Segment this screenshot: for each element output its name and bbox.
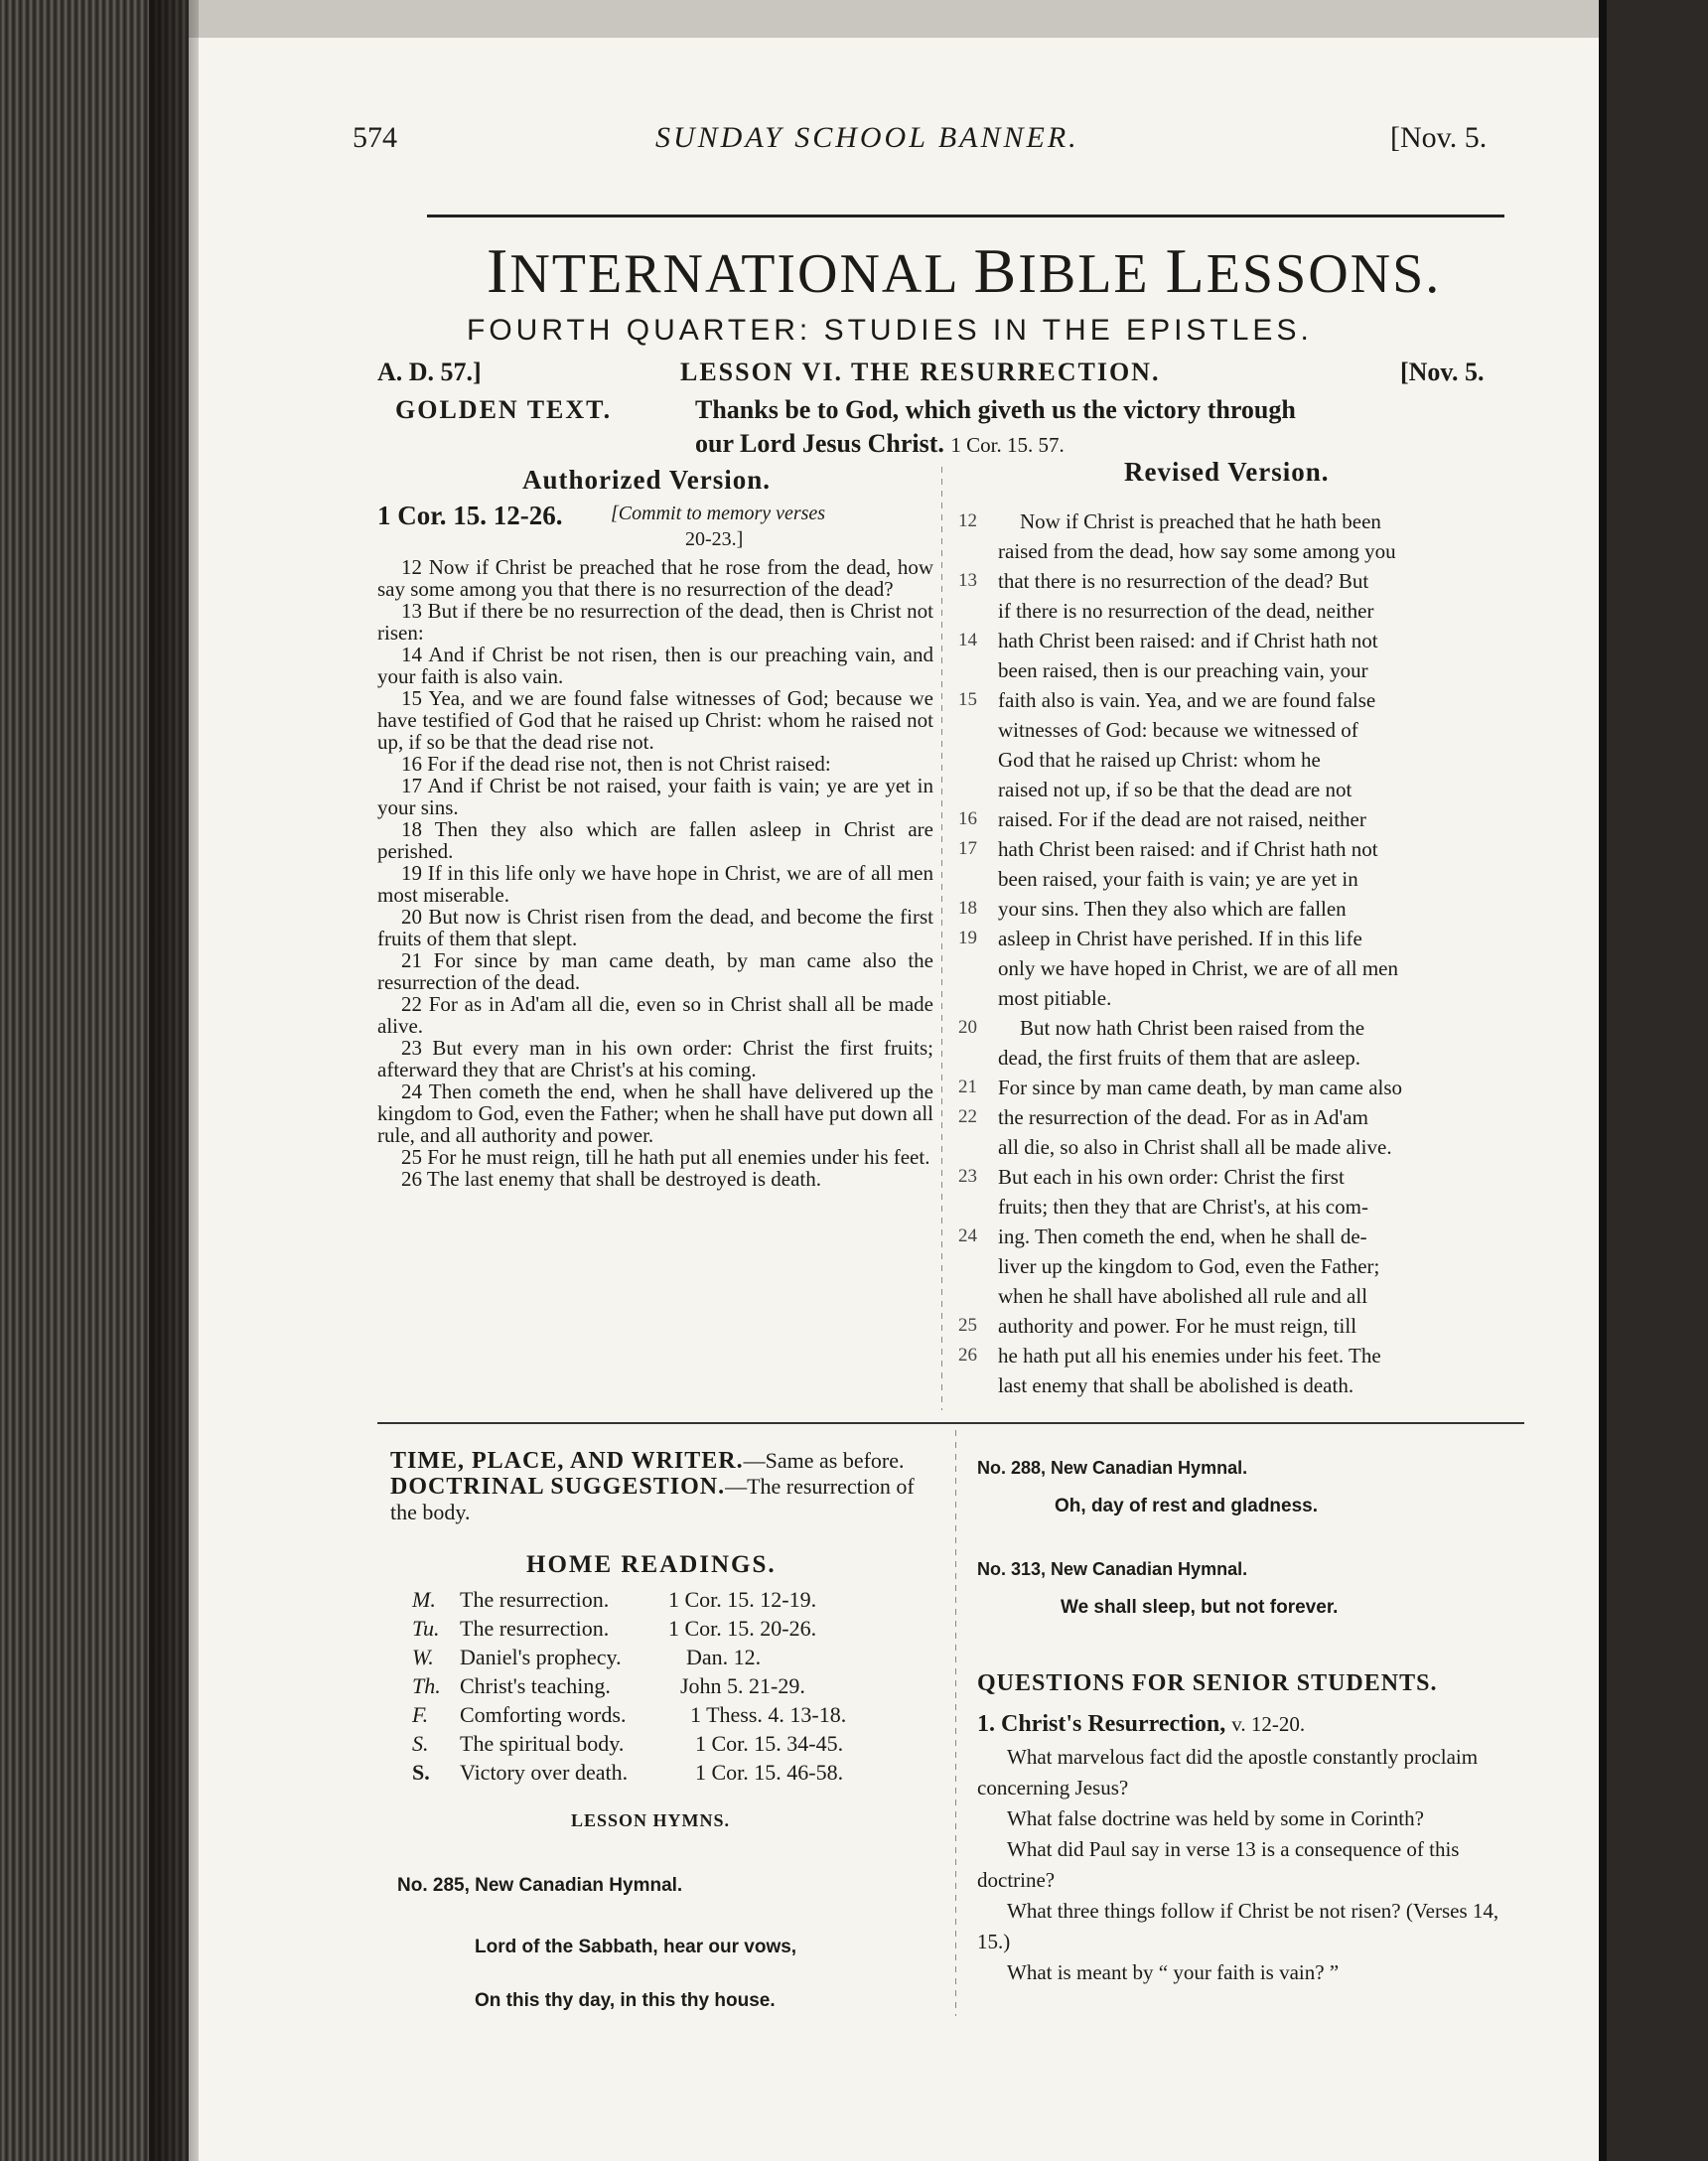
memory-note-text: [Commit to memory verses xyxy=(611,503,826,524)
rv-line xyxy=(958,775,1494,804)
rv-line-text: when he shall have abolished all rule and all xyxy=(998,1284,1368,1308)
reading-topic: Victory over death. xyxy=(460,1760,629,1785)
hymn-313: No. 313, New Canadian Hymnal. xyxy=(977,1559,1248,1579)
verse-number: 20 xyxy=(958,1017,977,1038)
header-rule xyxy=(427,215,1504,217)
rv-line-text: asleep in Christ have perished. If in this life xyxy=(998,927,1362,950)
hymn-313-line: We shall sleep, but not forever. xyxy=(1061,1597,1339,1618)
home-readings-heading: HOME READINGS. xyxy=(526,1551,777,1578)
golden-text-line2: our Lord Jesus Christ. xyxy=(695,429,944,458)
rv-line-text: your sins. Then they also which are fallen xyxy=(998,897,1347,921)
rv-line-text: been raised, then is our preaching vain, your xyxy=(998,658,1368,682)
golden-text-label: GOLDEN TEXT. xyxy=(395,395,613,424)
rv-line-text: dead, the first fruits of them that are asleep. xyxy=(998,1046,1361,1070)
rv-line xyxy=(958,864,1494,894)
rv-line-text: been raised, your faith is vain; ye are yet in xyxy=(998,867,1358,891)
rv-line xyxy=(958,1102,1494,1132)
doctrinal-text: —The resurrection of the body. xyxy=(390,1474,915,1524)
rv-line xyxy=(958,983,1494,1013)
rv-line-text: liver up the kingdom to God, even the Father; xyxy=(998,1254,1380,1278)
reading-ref: 1 Cor. 15. 20-26. xyxy=(668,1616,817,1641)
rv-line xyxy=(958,566,1494,596)
verse-number: 13 xyxy=(958,570,977,591)
rv-line-text: raised. For if the dead are not raised, neither xyxy=(998,807,1366,831)
title-initial: L xyxy=(1165,235,1207,306)
rv-line xyxy=(958,745,1494,775)
question-list xyxy=(977,1742,1533,1988)
rv-line-text: Now if Christ is preached that he hath been xyxy=(1020,509,1381,533)
time-place-writer xyxy=(390,1448,936,1525)
question-section-ref: v. 12-20. xyxy=(1231,1712,1306,1736)
verse: 18 Then they also which are fallen asleep in Christ are perished. xyxy=(377,817,933,863)
verse-number: 17 xyxy=(958,838,977,859)
rv-line-text: he hath put all his enemies under his feet. The xyxy=(998,1344,1381,1368)
rv-line xyxy=(958,924,1494,953)
memory-note-verses: 20-23.] xyxy=(685,528,744,550)
reading-ref: 1 Cor. 15. 46-58. xyxy=(695,1760,844,1785)
rv-line xyxy=(958,596,1494,626)
verse-number: 26 xyxy=(958,1345,977,1366)
verse: 16 For if the dead rise not, then is not Christ raised: xyxy=(401,752,831,776)
reading-topic: Christ's teaching. xyxy=(460,1673,611,1698)
reading-day: F. xyxy=(412,1702,429,1727)
title-part: NTERNATIONAL xyxy=(509,243,974,305)
verse-number: 18 xyxy=(958,898,977,919)
verse-number: 23 xyxy=(958,1166,977,1187)
authorized-verses xyxy=(377,556,933,1190)
time-place-label: TIME, PLACE, AND WRITER. xyxy=(390,1448,744,1474)
main-title xyxy=(487,234,1441,308)
verse-number: 15 xyxy=(958,689,977,710)
rv-line xyxy=(958,894,1494,924)
verse: 26 The last enemy that shall be destroyed is death. xyxy=(401,1167,822,1191)
hymn-285: No. 285, New Canadian Hymnal. xyxy=(397,1875,683,1896)
reading-day: S. xyxy=(412,1731,429,1756)
rv-line-text: hath Christ been raised: and if Christ hath not xyxy=(998,837,1378,861)
rv-line-text: most pitiable. xyxy=(998,986,1112,1010)
verse: 17 And if Christ be not raised, your faith is vain; ye are yet in your sins. xyxy=(377,774,933,819)
rv-line-text: But now hath Christ been raised from the xyxy=(1020,1016,1365,1040)
verse: 13 But if there be no resurrection of the dead, then is Christ not risen: xyxy=(377,599,933,645)
verse: 21 For since by man came death, by man came also the resurrection of the dead. xyxy=(377,948,933,994)
subtitle: FOURTH QUARTER: STUDIES IN THE EPISTLES. xyxy=(467,314,1313,347)
time-place-text: —Same as before. xyxy=(743,1448,905,1473)
question: What false doctrine was held by some in Corinth? xyxy=(1007,1806,1424,1830)
rv-line-text: faith also is vain. Yea, and we are found false xyxy=(998,688,1376,712)
rv-line xyxy=(958,655,1494,685)
rv-line-text: ing. Then cometh the end, when he shall de- xyxy=(998,1225,1367,1248)
lesson-year: A. D. 57.] xyxy=(377,358,482,386)
reading-topic: Comforting words. xyxy=(460,1702,627,1727)
verse: 22 For as in Ad'am all die, even so in Christ shall all be made alive. xyxy=(377,992,933,1038)
running-title: SUNDAY SCHOOL BANNER. xyxy=(655,121,1079,154)
questions-heading: QUESTIONS FOR SENIOR STUDENTS. xyxy=(977,1670,1438,1696)
golden-text-line xyxy=(695,429,1065,459)
rv-line-text: all die, so also in Christ shall all be made alive. xyxy=(998,1135,1392,1159)
revised-verses xyxy=(958,506,1494,1400)
question: What marvelous fact did the apostle constantly proclaim concerning Jesus? xyxy=(977,1745,1479,1800)
golden-text-line: Thanks be to God, which giveth us the victory through xyxy=(695,395,1296,424)
rv-line-text: For since by man came death, by man came also xyxy=(998,1076,1403,1099)
rv-line-text: hath Christ been raised: and if Christ hath not xyxy=(998,629,1378,652)
question: What is meant by “ your faith is vain? ” xyxy=(1007,1960,1340,1984)
rv-line xyxy=(958,506,1494,536)
reading-ref: Dan. 12. xyxy=(686,1645,762,1669)
question-section xyxy=(977,1711,1305,1738)
reading-topic: The resurrection. xyxy=(460,1587,610,1612)
rv-line-text: that there is no resurrection of the dead? But xyxy=(998,569,1369,593)
rv-line xyxy=(958,1251,1494,1281)
verse: 15 Yea, and we are found false witnesses of God; because we have testified of God that he raised up Christ: whom he raised not up, if so be that the dead rise not. xyxy=(377,686,933,754)
question: What did Paul say in verse 13 is a consequence of this doctrine? xyxy=(977,1837,1460,1892)
verse-number: 19 xyxy=(958,928,977,948)
verse: 20 But now is Christ risen from the dead, and become the first fruits of them that slept. xyxy=(377,905,933,950)
reading-ref: 1 Cor. 15. 12-19. xyxy=(668,1587,817,1612)
doctrinal-label: DOCTRINAL SUGGESTION. xyxy=(390,1474,726,1500)
rv-line-text: the resurrection of the dead. For as in Ad'am xyxy=(998,1105,1368,1129)
reading-day: M. xyxy=(412,1587,436,1612)
verse-number: 16 xyxy=(958,808,977,829)
hymn-288-line: Oh, day of rest and gladness. xyxy=(1055,1496,1319,1516)
reading-ref: 1 Thess. 4. 13-18. xyxy=(690,1702,847,1727)
rv-line xyxy=(958,1013,1494,1043)
rv-line xyxy=(958,715,1494,745)
rv-line-text: raised not up, if so be that the dead are not xyxy=(998,778,1352,801)
verse: 24 Then cometh the end, when he shall have delivered up the kingdom to God, even the Father; when he shall have put down all rule, and all authority and power. xyxy=(377,1080,933,1147)
hymn-285-line: On this thy day, in this thy house. xyxy=(475,1990,776,2011)
verse-number: 21 xyxy=(958,1077,977,1097)
running-date: [Nov. 5. xyxy=(1390,121,1488,154)
page-number: 574 xyxy=(353,121,397,154)
title-part: ESSONS. xyxy=(1206,243,1442,305)
rv-line xyxy=(958,536,1494,566)
rv-line xyxy=(958,1073,1494,1102)
verse: 19 If in this life only we have hope in Christ, we are of all men most miserable. xyxy=(377,861,933,907)
rv-line-text: But each in his own order: Christ the first xyxy=(998,1165,1345,1189)
lesson-date: [Nov. 5. xyxy=(1400,358,1485,386)
verse-number: 25 xyxy=(958,1315,977,1336)
reading-ref: John 5. 21-29. xyxy=(680,1673,805,1698)
hymn-288: No. 288, New Canadian Hymnal. xyxy=(977,1458,1248,1478)
reading-day: Th. xyxy=(412,1673,441,1698)
rv-line xyxy=(958,1370,1494,1400)
facing-page-edge xyxy=(1599,0,1708,2161)
rv-line xyxy=(958,1341,1494,1370)
rv-line xyxy=(958,1192,1494,1222)
column-divider xyxy=(941,467,942,1410)
lesson-title: LESSON VI. THE RESURRECTION. xyxy=(680,358,1161,386)
rv-line-text: fruits; then they that are Christ's, at his com- xyxy=(998,1195,1368,1219)
rv-line xyxy=(958,1311,1494,1341)
rv-line xyxy=(958,685,1494,715)
reading-topic: The resurrection. xyxy=(460,1616,610,1641)
hymn-285-line: Lord of the Sabbath, hear our vows, xyxy=(475,1937,797,1957)
reading-day: W. xyxy=(412,1645,434,1669)
scripture-reference: 1 Cor. 15. 12-26. xyxy=(377,501,563,530)
rv-line xyxy=(958,1043,1494,1073)
title-initial: B xyxy=(973,235,1019,306)
binding-shadow xyxy=(149,0,199,2161)
question: What three things follow if Christ be not risen? (Verses 14, 15.) xyxy=(977,1899,1499,1953)
rv-line-text: only we have hoped in Christ, we are of all men xyxy=(998,956,1398,980)
verse-number: 14 xyxy=(958,630,977,650)
rv-line xyxy=(958,626,1494,655)
title-part: IBLE xyxy=(1018,243,1166,305)
verse-number: 22 xyxy=(958,1106,977,1127)
reading-topic: Daniel's prophecy. xyxy=(460,1645,622,1669)
title-initial: I xyxy=(487,235,510,306)
reading-topic: The spiritual body. xyxy=(460,1731,625,1756)
rv-line xyxy=(958,834,1494,864)
reading-ref: 1 Cor. 15. 34-45. xyxy=(695,1731,844,1756)
memory-verses-note xyxy=(611,501,933,552)
verse: 14 And if Christ be not risen, then is our preaching vain, and your faith is also vain. xyxy=(377,643,933,688)
section-rule xyxy=(377,1422,1524,1424)
verse-number: 24 xyxy=(958,1225,977,1246)
rv-line-text: authority and power. For he must reign, till xyxy=(998,1314,1357,1338)
verse: 23 But every man in his own order: Christ the first fruits; afterward they that are Christ's at his coming. xyxy=(377,1036,933,1081)
revised-version-heading: Revised Version. xyxy=(1124,457,1330,487)
rv-line xyxy=(958,953,1494,983)
rv-line-text: if there is no resurrection of the dead, neither xyxy=(998,599,1374,623)
rv-line xyxy=(958,1222,1494,1251)
verse-number: 12 xyxy=(958,510,977,531)
rv-line-text: raised from the dead, how say some among you xyxy=(998,539,1396,563)
rv-line xyxy=(958,1162,1494,1192)
rv-line xyxy=(958,804,1494,834)
question-section-title: 1. Christ's Resurrection, xyxy=(977,1711,1226,1737)
rv-line-text: witnesses of God: because we witnessed of xyxy=(998,718,1358,742)
reading-day: S. xyxy=(412,1760,430,1785)
column-divider xyxy=(955,1430,956,2016)
authorized-version-heading: Authorized Version. xyxy=(522,465,772,495)
lesson-hymns-heading: LESSON HYMNS. xyxy=(571,1810,731,1830)
rv-line-text: last enemy that shall be abolished is death. xyxy=(998,1373,1354,1397)
rv-line-text: God that he raised up Christ: whom he xyxy=(998,748,1321,772)
golden-text-ref: 1 Cor. 15. 57. xyxy=(950,433,1065,457)
rv-line xyxy=(958,1281,1494,1311)
rv-line xyxy=(958,1132,1494,1162)
verse: 25 For he must reign, till he hath put all enemies under his feet. xyxy=(401,1145,930,1169)
verse: 12 Now if Christ be preached that he rose from the dead, how say some among you that there is no resurrection of the dead? xyxy=(377,555,933,601)
reading-day: Tu. xyxy=(412,1616,440,1641)
